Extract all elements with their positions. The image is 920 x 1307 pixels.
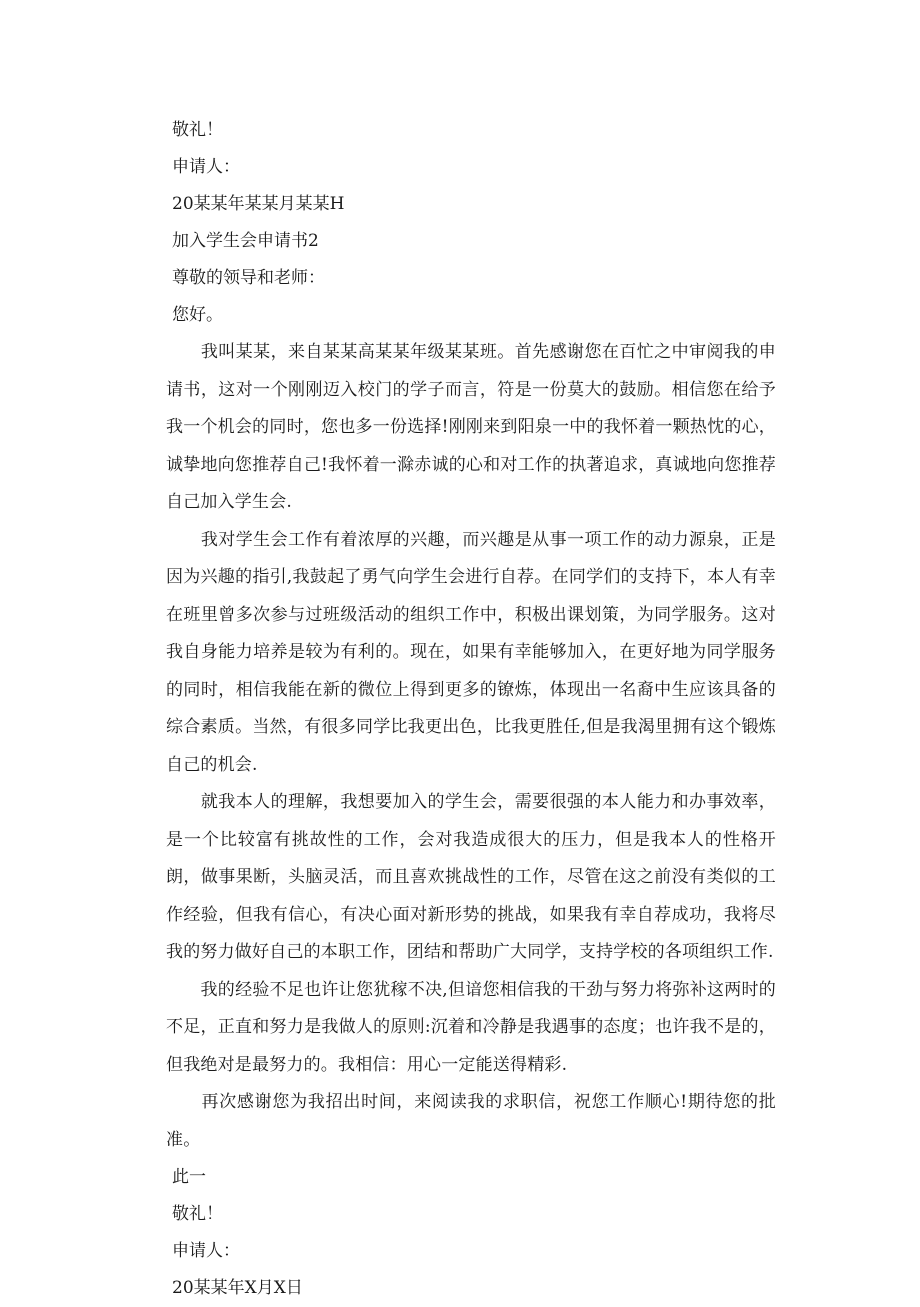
paragraph-block xyxy=(166,334,776,1307)
paragraph-2 xyxy=(166,522,776,785)
letter-title: 加入学生会申请书2 xyxy=(172,231,319,251)
closing-ci: 此一 xyxy=(172,1167,206,1187)
paragraph-3 xyxy=(166,784,776,972)
hello: 您好。 xyxy=(172,305,223,325)
greeting: 尊敬的领导和老师： xyxy=(172,268,325,288)
closing-salute: 敬礼！ xyxy=(172,1204,223,1224)
paragraph-5 xyxy=(166,1084,776,1159)
paragraph-1-text: 我叫某某，来自某某高某某年级某某班。首先感谢您在百忙之中审阅我的申请书，这对一个刚刚迈入校门的学子而言，符是一份莫大的鼓励。相信您在给予我一个机会的同时，您也多一份选择!刚刚来到阳泉一中的我怀着一颗热忱的心，诚挚地向您推荐自己!我怀着一滁赤诚的心和对工作的执著追求，真诚地向您推荐自己加入学生会. xyxy=(166,342,776,512)
paragraph-5-text: 再次感谢您为我招出时间，来阅读我的求职信，祝您工作顺心!期待您的批准。 xyxy=(166,1092,776,1150)
paragraph-2-text: 我对学生会工作有着浓厚的兴趣，而兴趣是从事一项工作的动力源泉，正是因为兴趣的指引,我鼓起了勇气向学生会进行自荐。在同学们的支持下，本人有幸在班里曾多次参与过班级活动的组织工作中，积极出课划策，为同学服务。这对我自身能力培养是较为有利的。现在，如果有幸能够加入，在更好地为同学服务的同时，相信我能在新的微位上得到更多的镣炼，体现出一名裔中生应该具备的综合素质。当然，有很多同学比我更出色，比我更胜任,但是我渴里拥有这个锻炼自己的机会. xyxy=(166,529,776,775)
paragraph-3-text: 就我本人的理解，我想要加入的学生会，需要很强的本人能力和办事效率，是一个比较富有挑故性的工作，会对我造成很大的压力，但是我本人的性格开朗，做事果断，头脑灵活，而且喜欢挑战性的工作，尽管在这之前没有类似的工作经验，但我有信心，有决心面对新形势的挑战，如果我有幸自荐成功，我将尽我的努力做好自己的本职工作，团结和帮助广大同学，支持学校的各项组织工作. xyxy=(166,792,776,962)
paragraph-4-text: 我的经验不足也许让您犹稼不决,但谙您相信我的干劲与努力将弥补这两时的不足，正直和努力是我做人的原则:沉着和冷静是我遇事的态度；也许我不是的，但我绝对是最努力的。我相信：用心一定能送得精彩. xyxy=(166,979,776,1075)
date-line-top: 20某某年某某月某某H xyxy=(172,194,345,214)
paragraph-1 xyxy=(166,334,776,522)
closing-date-line: 20某某年X月X日 xyxy=(172,1278,303,1298)
paragraph-4 xyxy=(166,972,776,1085)
applicant-label-top: 申请人： xyxy=(172,157,240,177)
letter-body xyxy=(166,112,792,1298)
closing-applicant-label: 申请人： xyxy=(172,1241,240,1261)
salute-top: 敬礼！ xyxy=(172,120,223,140)
